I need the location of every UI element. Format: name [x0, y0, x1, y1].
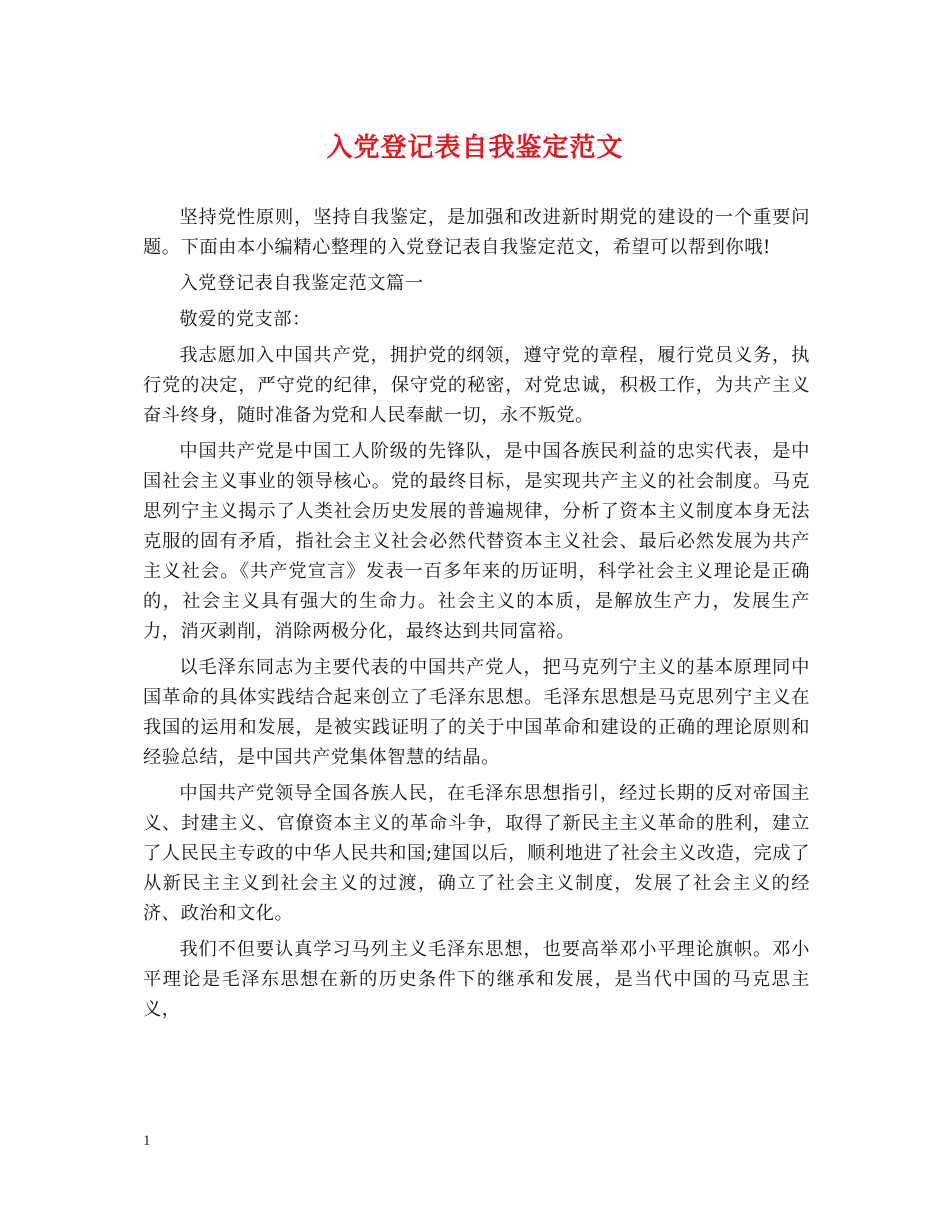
body-paragraph: 以毛泽东同志为主要代表的中国共产党人，把马克列宁主义的基本原理同中国革命的具体实践结合起来创立了毛泽东思想。毛泽东思想是马克思列宁主义在我国的运用和发展，是被实践证明了的关于中国革命和建设的正确的理论原则和经验总结，是中国共产党集体智慧的结晶。	[143, 657, 810, 768]
document-title: 入党登记表自我鉴定范文	[326, 133, 624, 163]
salutation: 敬爱的党支部：	[179, 309, 311, 330]
page-number: 1	[143, 1133, 151, 1149]
section-heading: 入党登记表自我鉴定范文篇一	[179, 273, 424, 294]
body-paragraph: 我们不但要认真学习马列主义毛泽东思想，也要高举邓小平理论旗帜。邓小平理论是毛泽东思想在新的历史条件下的继承和发展，是当代中国的马克思主义，	[143, 939, 810, 1020]
body-paragraph: 我志愿加入中国共产党，拥护党的纲领，遵守党的章程，履行党员义务，执行党的决定，严守党的纪律，保守党的秘密，对党忠诚，积极工作，为共产主义奋斗终身，随时准备为党和人民奉献一切，永不叛党。	[143, 345, 810, 426]
intro-paragraph: 坚持党性原则，坚持自我鉴定，是加强和改进新时期党的建设的一个重要问题。下面由本小编精心整理的入党登记表自我鉴定范文，希望可以帮到你哦!	[143, 207, 810, 258]
document-body	[143, 203, 810, 1025]
body-paragraph: 中国共产党是中国工人阶级的先锋队，是中国各族民利益的忠实代表，是中国社会主义事业的领导核心。党的最终目标，是实现共产主义的社会制度。马克思列宁主义揭示了人类社会历史发展的普遍规律，分析了资本主义制度本身无法克服的固有矛盾，指社会主义社会必然代替资本主义社会、最后必然发展为共产主义社会。《共产党宣言》发表一百多年来的历证明，科学社会主义理论是正确的，社会主义具有强大的生命力。社会主义的本质，是解放生产力，发展生产力，消灭剥削，消除两极分化，最终达到共同富裕。	[143, 441, 810, 642]
body-paragraph: 中国共产党领导全国各族人民，在毛泽东思想指引，经过长期的反对帝国主义、封建主义、官僚资本主义的革命斗争，取得了新民主主义革命的胜利，建立了人民民主专政的中华人民共和国;建国以后，顺利地进了社会主义改造，完成了从新民主主义到社会主义的过渡，确立了社会主义制度，发展了社会主义的经济、政治和文化。	[143, 783, 810, 924]
